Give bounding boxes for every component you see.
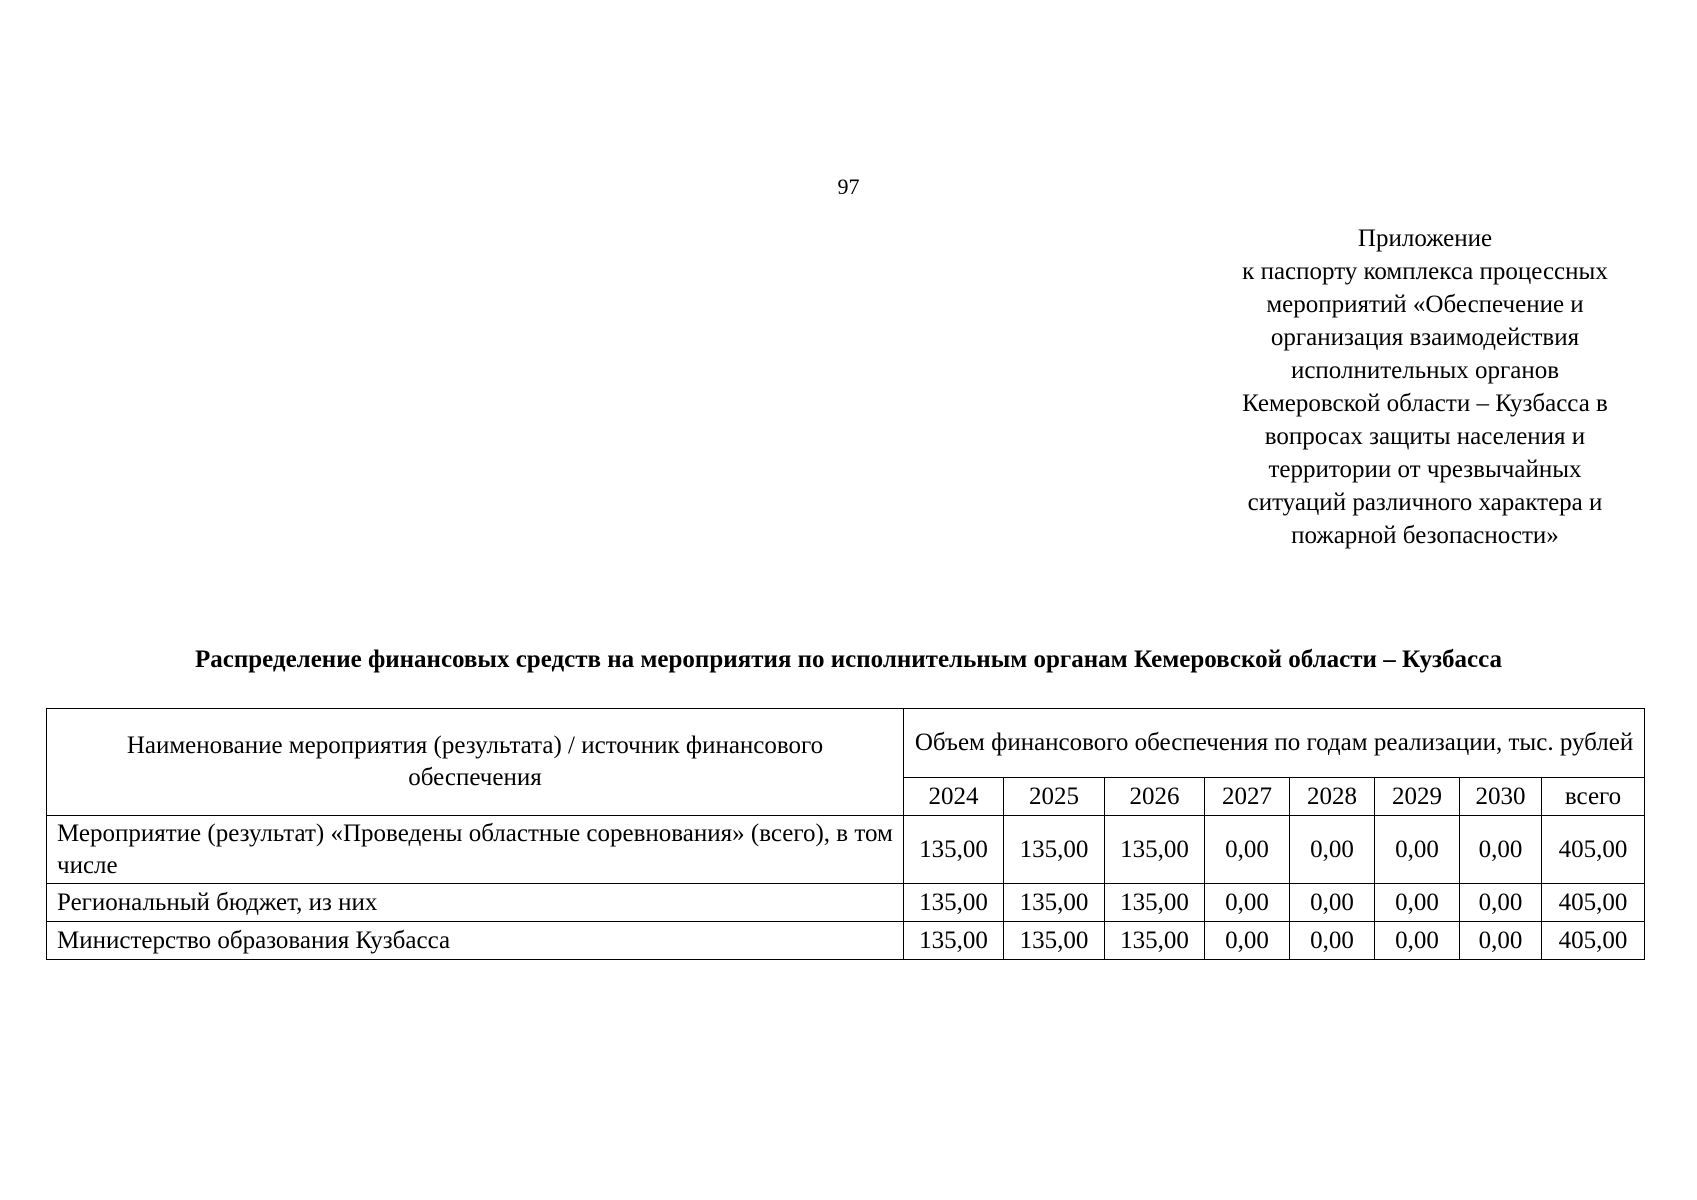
cell-value: 135,00 bbox=[904, 816, 1004, 884]
year-header: 2029 bbox=[1375, 778, 1460, 816]
volume-column-header: Объем финансового обеспечения по годам реализации, тыс. рублей bbox=[904, 709, 1645, 778]
cell-value: 135,00 bbox=[1004, 922, 1105, 960]
appendix-line: организация взаимодействия bbox=[1270, 324, 1580, 351]
cell-value: 135,00 bbox=[1105, 884, 1205, 922]
cell-value: 135,00 bbox=[1105, 816, 1205, 884]
row-name: Региональный бюджет, из них bbox=[47, 884, 904, 922]
cell-value: 0,00 bbox=[1290, 884, 1375, 922]
appendix-line: вопросах защиты населения и bbox=[1264, 423, 1586, 450]
document-title: Распределение финансовых средств на мероприятия по исполнительным органам Кемеровской области – Кузбасса bbox=[194, 646, 1502, 673]
cell-value: 135,00 bbox=[1105, 922, 1205, 960]
cell-value: 0,00 bbox=[1205, 884, 1290, 922]
financing-table bbox=[46, 708, 1645, 960]
appendix-line: территории от чрезвычайных bbox=[1268, 456, 1582, 483]
cell-value: 135,00 bbox=[904, 922, 1004, 960]
year-header: 2024 bbox=[904, 778, 1004, 816]
appendix-note bbox=[1200, 222, 1650, 552]
appendix-line: мероприятий «Обеспечение и bbox=[1266, 291, 1584, 318]
year-header: 2025 bbox=[1004, 778, 1105, 816]
cell-total: 405,00 bbox=[1542, 884, 1645, 922]
cell-value: 0,00 bbox=[1290, 922, 1375, 960]
cell-value: 135,00 bbox=[1004, 816, 1105, 884]
row-name: Министерство образования Кузбасса bbox=[47, 922, 904, 960]
year-header: 2030 bbox=[1460, 778, 1542, 816]
cell-total: 405,00 bbox=[1542, 816, 1645, 884]
cell-value: 0,00 bbox=[1205, 816, 1290, 884]
appendix-line: Приложение bbox=[1357, 225, 1493, 252]
cell-value: 0,00 bbox=[1460, 922, 1542, 960]
appendix-line: Кемеровской области – Кузбасса в bbox=[1242, 390, 1608, 417]
year-header: 2027 bbox=[1205, 778, 1290, 816]
table-row bbox=[47, 884, 1645, 922]
cell-value: 0,00 bbox=[1460, 884, 1542, 922]
cell-value: 0,00 bbox=[1375, 884, 1460, 922]
cell-value: 0,00 bbox=[1290, 816, 1375, 884]
cell-value: 0,00 bbox=[1205, 922, 1290, 960]
cell-total: 405,00 bbox=[1542, 922, 1645, 960]
appendix-line: исполнительных органов bbox=[1290, 357, 1560, 384]
total-header: всего bbox=[1542, 778, 1645, 816]
cell-value: 0,00 bbox=[1460, 816, 1542, 884]
appendix-line: пожарной безопасности» bbox=[1291, 522, 1559, 549]
appendix-line: ситуаций различного характера и bbox=[1247, 489, 1603, 516]
table-row bbox=[47, 922, 1645, 960]
row-name: Мероприятие (результат) «Проведены областные соревнования» (всего), в том числе bbox=[47, 816, 904, 884]
year-header: 2026 bbox=[1105, 778, 1205, 816]
page-number: 97 bbox=[837, 174, 860, 199]
cell-value: 135,00 bbox=[1004, 884, 1105, 922]
cell-value: 0,00 bbox=[1375, 816, 1460, 884]
name-column-header: Наименование мероприятия (результата) / источник финансового обеспечения bbox=[47, 709, 904, 816]
year-header: 2028 bbox=[1290, 778, 1375, 816]
cell-value: 135,00 bbox=[904, 884, 1004, 922]
cell-value: 0,00 bbox=[1375, 922, 1460, 960]
appendix-line: к паспорту комплекса процессных bbox=[1242, 258, 1608, 285]
table-row bbox=[47, 816, 1645, 884]
